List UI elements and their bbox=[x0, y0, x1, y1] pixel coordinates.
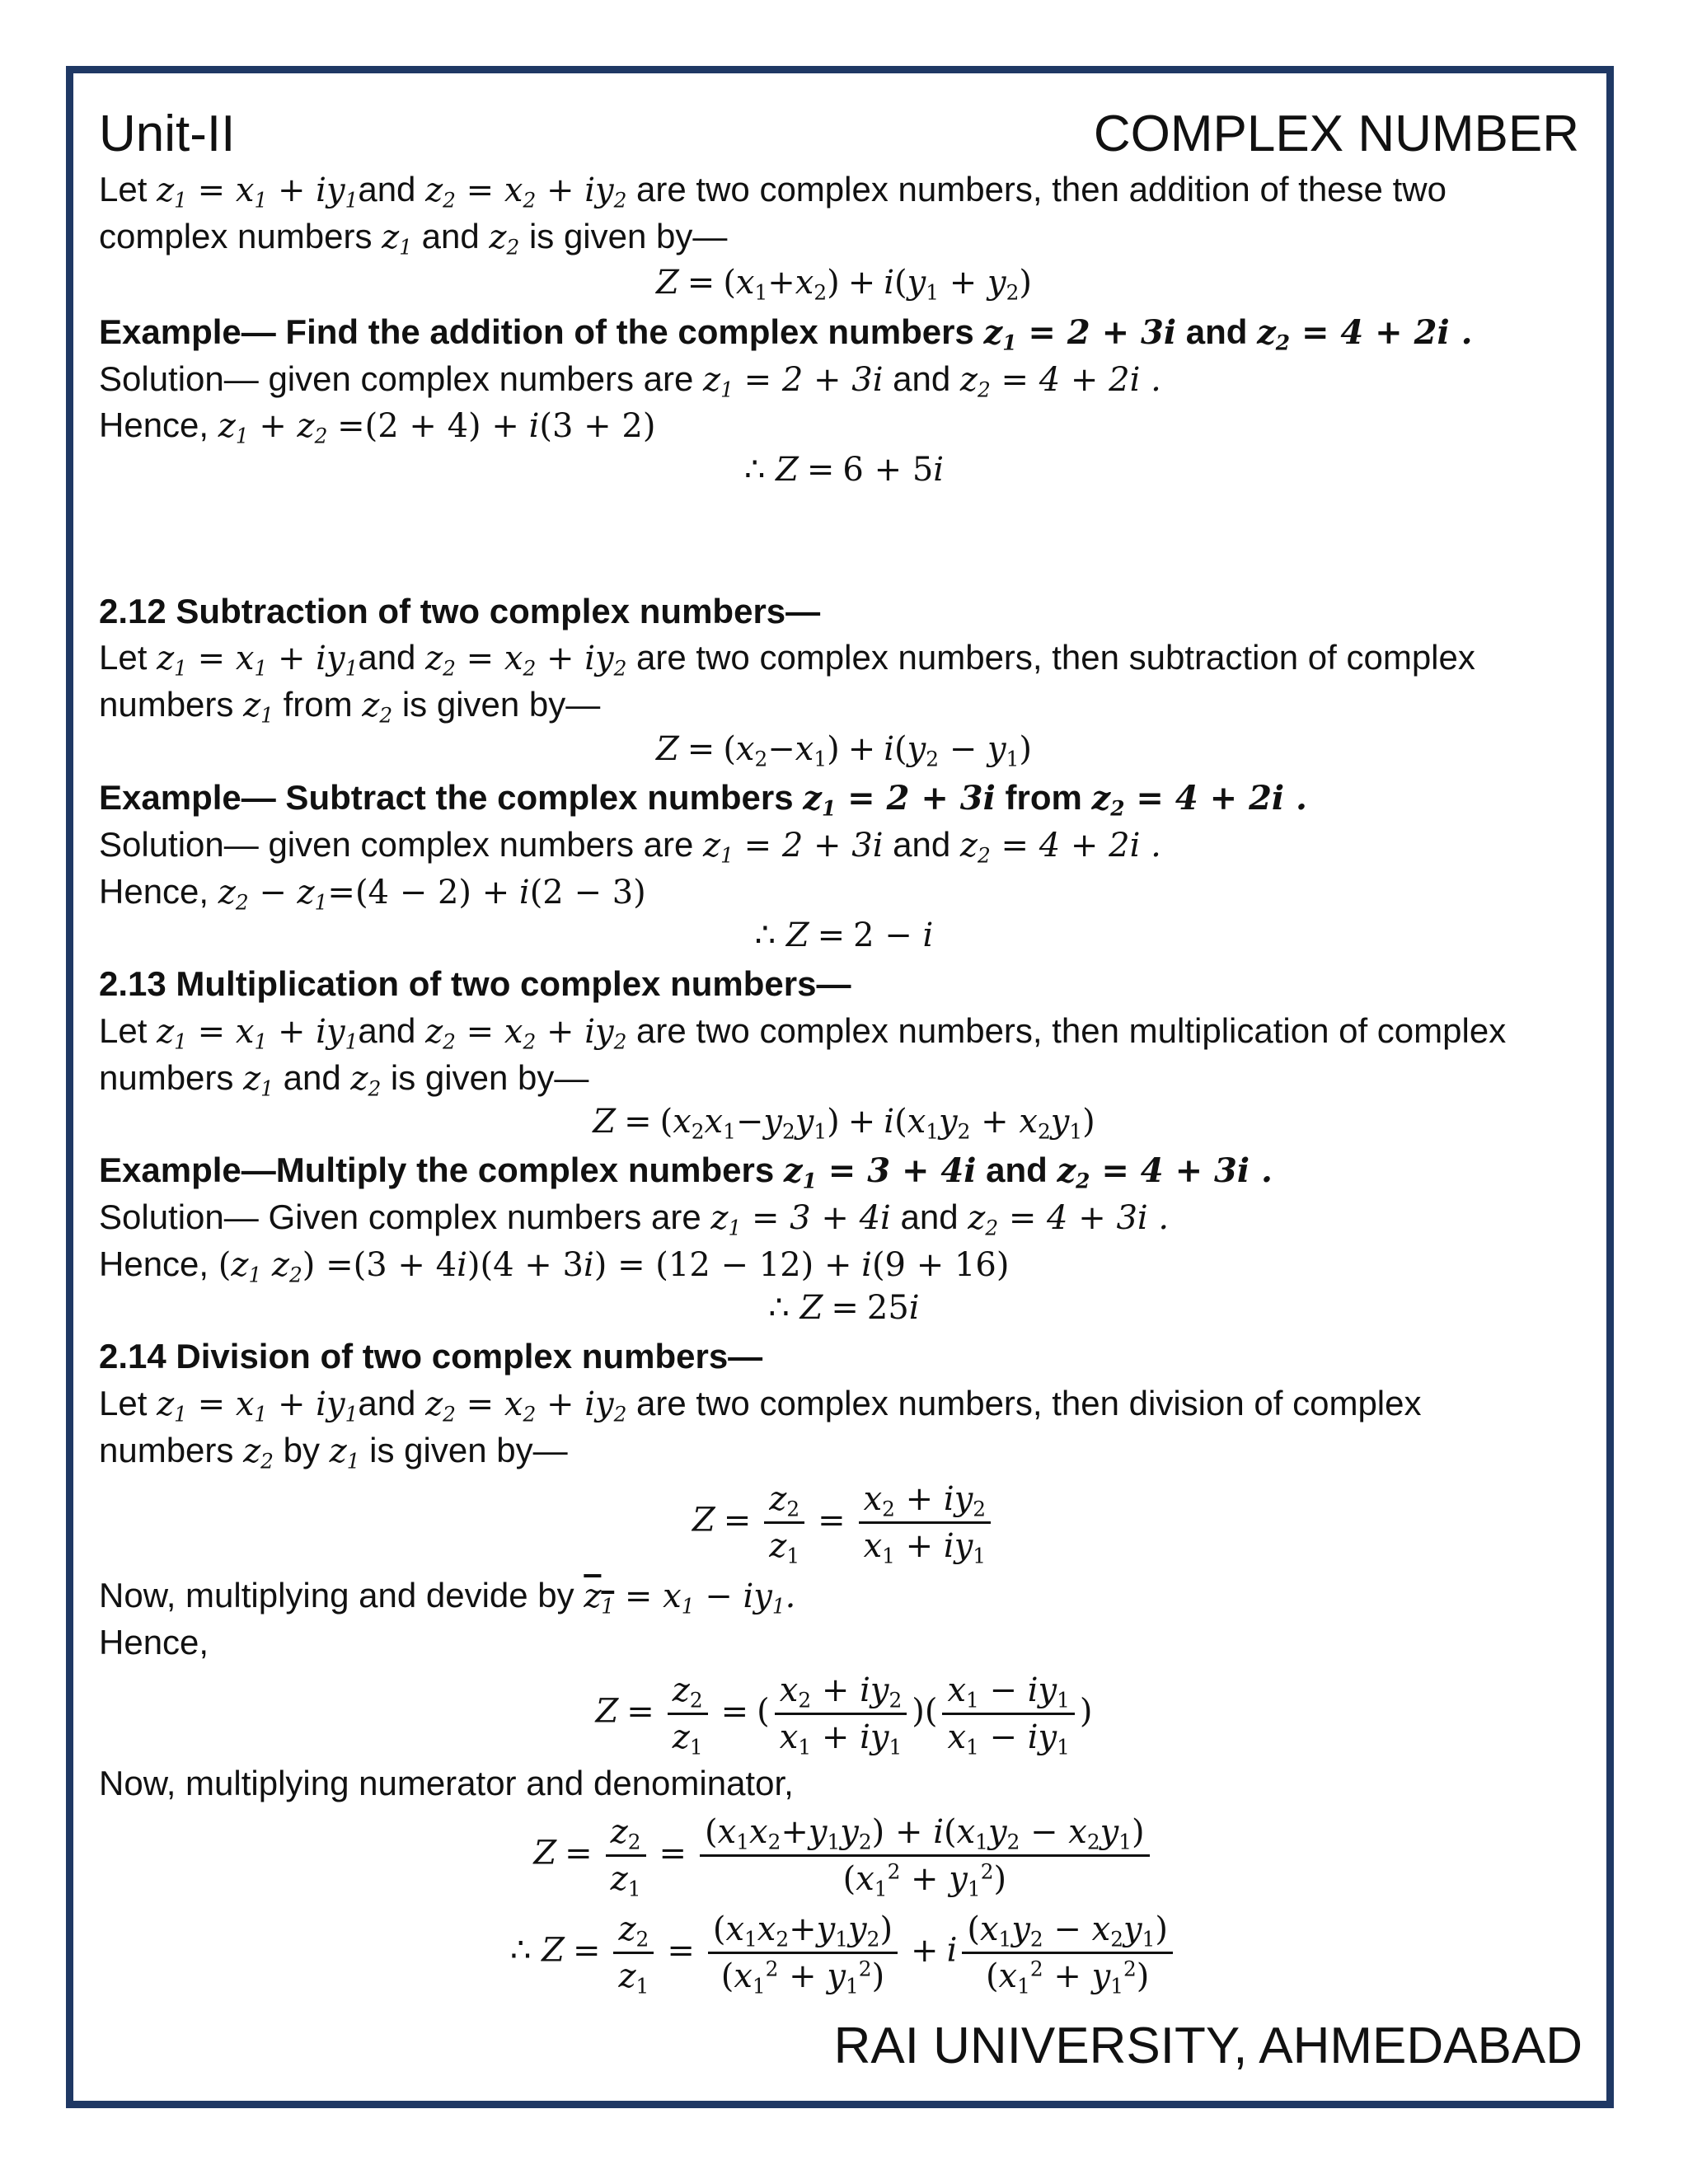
multiplication-formula: $Z = (x_2x_1-y_2y_1) + i(x_1y_2 + x_2y_1)$ bbox=[593, 1103, 1095, 1144]
division-multiply-conjugate: Now, multiplying and devide by $z_1 = x_1 - iy_1$. bbox=[99, 1576, 796, 1619]
unit-label: Unit-II bbox=[99, 105, 236, 162]
subtraction-formula: $Z = (x_2-x_1) + i(y_2 - y_1)$ bbox=[656, 730, 1032, 771]
addition-intro-line1: Let $z_1 = x_1 + iy_1and$ $z_2 = x_2 + iy_2$ are two complex numbers, then addition of these two bbox=[99, 170, 1447, 213]
addition-hence: Hence, $z_1 + z_2 =(2 + 4) + i(3 + 2)$ bbox=[99, 405, 656, 448]
division-heading: 2.14 Division of two complex numbers— bbox=[99, 1337, 763, 1376]
subtraction-example: Example— Subtract the complex numbers $z_1 = 2 + 3i$ from $z_2 = 4 + 2i$ . bbox=[99, 778, 1307, 821]
multiplication-hence: Hence, ($z_1$ $z_2) =(3 + 4i)(4 + 3i) = (12 - 12) + i(9 + 16)$ bbox=[99, 1244, 1010, 1287]
multiplication-heading: 2.13 Multiplication of two complex numbers— bbox=[99, 964, 851, 1003]
subtraction-intro-line2: numbers $z_1$ from $z_2$ is given by— bbox=[99, 685, 601, 728]
multiplication-result: ∴ Z = 25i bbox=[768, 1289, 920, 1327]
division-num-den-text: Now, multiplying numerator and denominator, bbox=[99, 1764, 794, 1802]
multiplication-intro-line2: numbers $z_1$ and $z_2$ is given by— bbox=[99, 1058, 589, 1101]
division-result: ∴ Z = $\frac{z_2}{z_1}$ = $\frac{(x_1x_2+y_1y_2)}{(x_1^2 + y_1^2)}$ + i $\frac{(x_1y_2 - x_2y_1)}{(x_1^2 + y_1^2)}$ bbox=[0, 1907, 1688, 1999]
addition-example: Example— Find the addition of the complex numbers $z_1 = 2 + 3i$ and $z_2 = 4 + 2i$ . bbox=[99, 312, 1473, 355]
division-intro-line1: Let $z_1 = x_1 + iy_1and$ $z_2 = x_2 + iy_2$ are two complex numbers, then division of complex bbox=[99, 1384, 1422, 1427]
division-expanded: Z = $\frac{z_2}{z_1}$ = $\frac{(x_1x_2+y_1y_2) + i(x_1y_2 - x_2y_1)}{(x_1^2 + y_1^2)}$ bbox=[0, 1810, 1688, 1901]
division-intro-line2: numbers $z_2$ by $z_1$ is given by— bbox=[99, 1431, 568, 1474]
footer-institution: RAI UNIVERSITY, AHMEDABAD bbox=[833, 2018, 1582, 2074]
division-conjugate-step: Z = $\frac{z_2}{z_1}$ = ( $\frac{x_2 + iy_2}{x_1 + iy_1}$ )( $\frac{x_1 - iy_1}{x_1 - iy_1}$ ) bbox=[0, 1668, 1688, 1760]
subtraction-hence: Hence, $z_2 - z_1=(4 - 2) + i(2 - 3)$ bbox=[99, 872, 646, 915]
division-formula: Z = $\frac{z_2}{z_1}$ = $\frac{x_2 + iy_2}{x_1 + iy_1}$ bbox=[0, 1477, 1688, 1568]
addition-formula: $Z = (x_1+x_2) + i(y_1 + y_2)$ bbox=[656, 264, 1032, 305]
subtraction-solution: Solution— given complex numbers are $z_1 = 2 + 3i$ and $z_2 = 4 + 2i$ . bbox=[99, 825, 1161, 868]
addition-intro-line2: complex numbers $z_1$ and $z_2$ is given by— bbox=[99, 217, 728, 260]
multiplication-intro-line1: Let $z_1 = x_1 + iy_1and$ $z_2 = x_2 + iy_2$ are two complex numbers, then multiplication of complex bbox=[99, 1011, 1507, 1054]
multiplication-solution: Solution— Given complex numbers are $z_1 = 3 + 4i$ and $z_2 = 4 + 3i$ . bbox=[99, 1197, 1170, 1240]
subtraction-result: ∴ Z = 2 − i bbox=[754, 916, 934, 954]
multiplication-example: Example—Multiply the complex numbers $z_1 = 3 + 4i$ and $z_2 = 4 + 3i$ . bbox=[99, 1151, 1273, 1193]
division-hence: Hence, bbox=[99, 1623, 209, 1661]
addition-solution: Solution— given complex numbers are $z_1 = 2 + 3i$ and $z_2 = 4 + 2i$ . bbox=[99, 359, 1161, 402]
addition-result: ∴ Z = 6 + 5i bbox=[743, 451, 945, 489]
subtraction-intro-line1: Let $z_1 = x_1 + iy_1and$ $z_2 = x_2 + iy_2$ are two complex numbers, then subtraction of complex bbox=[99, 638, 1475, 681]
page-title: COMPLEX NUMBER bbox=[1093, 105, 1579, 162]
subtraction-heading: 2.12 Subtraction of two complex numbers— bbox=[99, 592, 821, 630]
